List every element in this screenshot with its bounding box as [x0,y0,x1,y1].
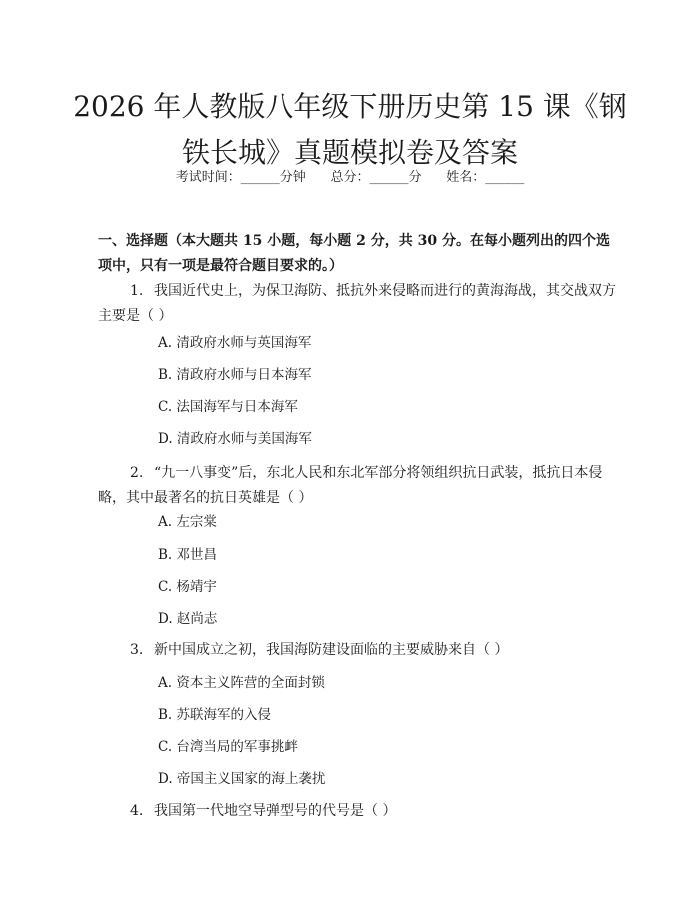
option-2c: C. 杨靖宇 [158,579,217,595]
option-3a: A. 资本主义阵营的全面封锁 [158,675,325,691]
question-text: “九一八事变”后，东北人民和东北军部分将领组织抗日武装，抵抗日本侵略，其中最著名的抗日英雄是（ ） [98,465,603,506]
option-2b: B. 邓世昌 [158,547,218,563]
question-number: 3. [130,642,144,658]
option-1c: C. 法国海军与日本海军 [158,399,298,415]
page-title: 2026 年人教版八年级下册历史第 15 课《钢铁长城》真题模拟卷及答案 [73,90,627,169]
question-4 [98,799,622,824]
option-3d: D. 帝国主义国家的海上袭扰 [158,771,326,787]
question-number: 4. [130,803,144,819]
option-1d: D. 清政府水师与美国海军 [158,431,312,447]
exam-meta-line: 考试时间：______分钟 总分：______分 姓名：______ [175,170,525,185]
option-1b: B. 清政府水师与日本海军 [158,367,312,383]
question-2 [98,461,622,511]
option-2d: D. 赵尚志 [158,611,218,627]
option-3b: B. 苏联海军的入侵 [158,707,272,723]
question-text: 新中国成立之初，我国海防建设面临的主要威胁来自（ ） [154,642,509,658]
question-number: 1. [130,283,144,299]
section-heading: 一、选择题（本大题共 15 小题，每小题 2 分，共 30 分。在每小题列出的四个选项中，只有一项是最符合题目要求的。） [98,233,610,274]
option-2a: A. 左宗棠 [158,514,217,530]
question-1 [98,279,622,329]
question-text: 我国近代史上，为保卫海防、抵抗外来侵略而进行的黄海海战，其交战双方主要是（ ） [98,283,616,324]
option-1a: A. 清政府水师与英国海军 [158,335,312,351]
option-3c: C. 台湾当局的军事挑衅 [158,739,298,755]
question-text: 我国第一代地空导弹型号的代号是（ ） [154,803,397,819]
question-number: 2. [130,465,144,481]
question-3 [98,638,622,663]
